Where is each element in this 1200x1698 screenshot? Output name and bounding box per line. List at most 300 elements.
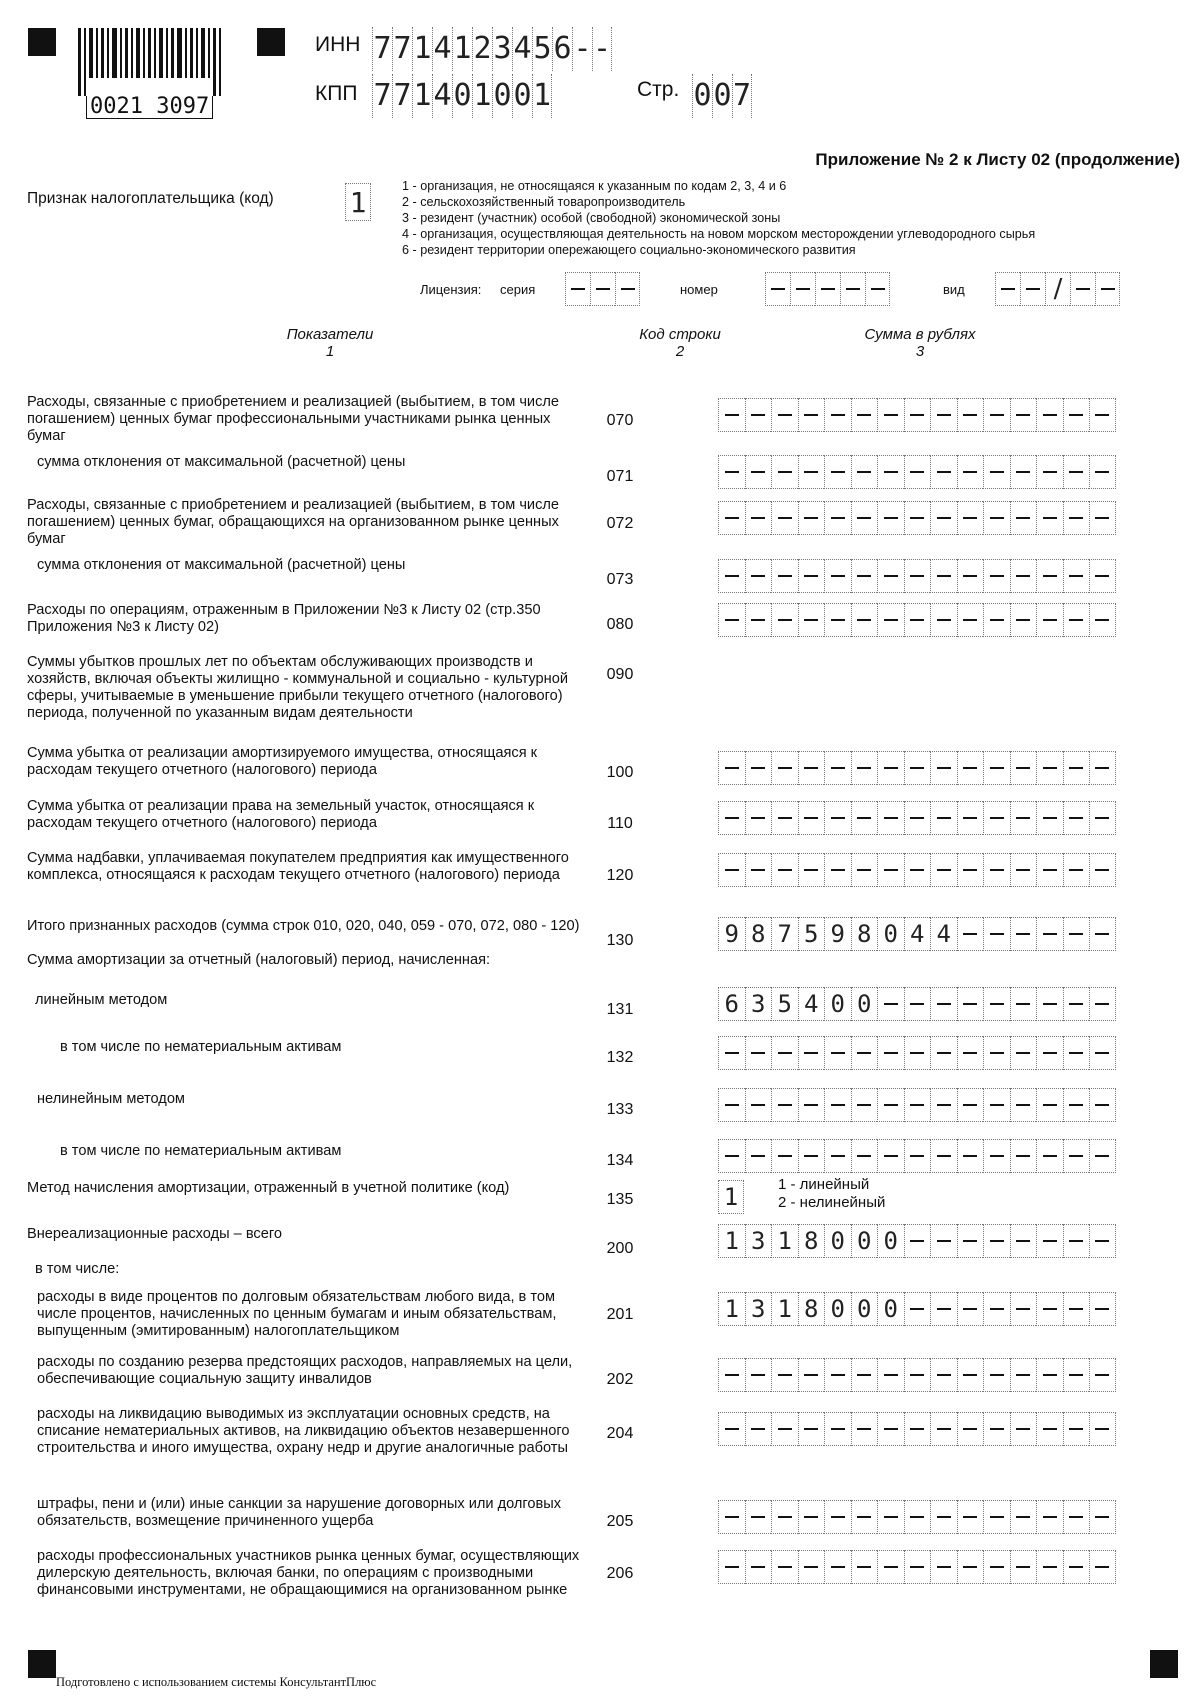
dash-mark — [963, 869, 977, 871]
amount-cell — [957, 1500, 984, 1534]
dash-mark — [910, 1052, 924, 1054]
dash-mark — [857, 575, 871, 577]
amount-cell — [851, 559, 878, 593]
dash-mark — [1095, 933, 1109, 935]
row-label: в том числе по нематериальным активам — [60, 1143, 342, 1159]
digit-cell: 0 — [492, 74, 512, 118]
dash-mark — [1016, 1308, 1030, 1310]
dash-mark — [937, 1374, 951, 1376]
dash-mark — [831, 1428, 845, 1430]
amount-field-131[interactable] — [718, 987, 1116, 1021]
amount-field-100[interactable] — [718, 751, 1116, 785]
amount-cell — [718, 559, 745, 593]
amount-cell — [1063, 1139, 1090, 1173]
amount-cell — [798, 1139, 825, 1173]
dash-mark — [937, 517, 951, 519]
dash-mark — [910, 767, 924, 769]
amount-cell — [1036, 751, 1063, 785]
amount-cell — [745, 1412, 772, 1446]
amount-cell: 4 — [930, 917, 957, 951]
amount-cell — [771, 1036, 798, 1070]
amount-cell: 0 — [824, 1292, 851, 1326]
amount-cell — [745, 801, 772, 835]
dash-mark — [751, 1516, 765, 1518]
amount-cell — [1010, 1036, 1037, 1070]
dash-mark — [751, 1374, 765, 1376]
amount-cell — [1036, 917, 1063, 951]
amount-cell — [957, 987, 984, 1021]
amount-cell — [930, 1500, 957, 1534]
dash-mark — [884, 1155, 898, 1157]
row-label: в том числе по нематериальным активам — [60, 1039, 342, 1055]
row-label: Сумма убытка от реализации права на земельный участок, относящаяся к расходам текущего отчетного (налогового) периода — [27, 798, 535, 831]
amount-cell — [1063, 987, 1090, 1021]
amount-cell — [851, 801, 878, 835]
dash-mark — [884, 517, 898, 519]
amount-cell — [983, 1358, 1010, 1392]
row-label: Сумма амортизации за отчетный (налоговый) период, начисленная: — [27, 952, 491, 968]
dash-mark — [937, 1566, 951, 1568]
amount-field-133[interactable] — [718, 1088, 1116, 1122]
kpp-field[interactable] — [372, 74, 552, 118]
digit-cell: 0 — [712, 74, 732, 118]
column-number: 1 — [325, 343, 335, 360]
dash-mark — [1095, 471, 1109, 473]
row-label: Сумма убытка от реализации амортизируемого имущества, относящаяся к расходам текущего отчетного (налогового) периода — [27, 745, 538, 778]
dash-mark — [1043, 471, 1057, 473]
amount-cell: 6 — [718, 987, 745, 1021]
dash-mark — [1043, 1516, 1057, 1518]
amount-field-073[interactable] — [718, 559, 1116, 593]
dash-mark — [963, 517, 977, 519]
amount-cell — [718, 1036, 745, 1070]
amount-cell — [1036, 1412, 1063, 1446]
dash-mark — [937, 471, 951, 473]
amount-cell — [1089, 1550, 1116, 1584]
dash-mark — [1095, 619, 1109, 621]
taxpayer-legend — [402, 178, 1035, 258]
dash-mark — [796, 288, 810, 290]
amount-cell: 0 — [877, 1224, 904, 1258]
dash-mark — [963, 414, 977, 416]
amount-cell — [957, 1088, 984, 1122]
digit-cell: - — [572, 27, 592, 71]
amount-field-200[interactable] — [718, 1224, 1116, 1258]
row-code: 201 — [606, 1306, 634, 1323]
amount-field-205[interactable] — [718, 1500, 1116, 1534]
dash-mark — [1069, 1003, 1083, 1005]
empty-cell — [995, 272, 1020, 306]
amount-cell — [798, 455, 825, 489]
amount-cell: 8 — [851, 917, 878, 951]
dash-mark — [778, 1052, 792, 1054]
digit-cell: 7 — [732, 74, 752, 118]
amount-cell — [930, 455, 957, 489]
row-label: линейным методом — [35, 992, 168, 1008]
row-code: 100 — [606, 764, 634, 781]
dash-mark — [910, 1308, 924, 1310]
page-title: Приложение № 2 к Листу 02 (продолжение) — [815, 150, 1180, 169]
amount-cell — [1089, 1224, 1116, 1258]
dash-mark — [963, 1240, 977, 1242]
dash-mark — [1069, 1308, 1083, 1310]
dash-mark — [831, 414, 845, 416]
dash-mark — [857, 1566, 871, 1568]
taxpayer-code-field[interactable] — [345, 183, 371, 221]
amount-cell — [718, 1358, 745, 1392]
empty-cell — [615, 272, 640, 306]
amount-cell — [771, 398, 798, 432]
amount-cell: 4 — [798, 987, 825, 1021]
row-label: расходы по созданию резерва предстоящих расходов, направляемых на цели, обеспечивающие социальную защиту инвалидов — [37, 1354, 573, 1387]
license-label: Лицензия: — [420, 282, 482, 297]
dash-mark — [1095, 1516, 1109, 1518]
dash-mark — [857, 767, 871, 769]
amount-field-110[interactable] — [718, 801, 1116, 835]
dash-mark — [778, 1428, 792, 1430]
amount-field-206[interactable] — [718, 1550, 1116, 1584]
barcode — [78, 28, 228, 96]
amount-cell — [904, 1500, 931, 1534]
amount-cell — [824, 1412, 851, 1446]
amount-cell — [718, 853, 745, 887]
depreciation-method-field[interactable] — [718, 1180, 744, 1214]
dash-mark — [751, 1155, 765, 1157]
dash-mark — [1095, 1374, 1109, 1376]
amount-cell — [771, 501, 798, 535]
dash-mark — [751, 1052, 765, 1054]
dash-mark — [990, 1104, 1004, 1106]
amount-cell — [824, 1139, 851, 1173]
amount-cell — [957, 1292, 984, 1326]
amount-cell — [771, 1139, 798, 1173]
dash-mark — [937, 414, 951, 416]
inn-label: ИНН — [315, 33, 361, 56]
dash-mark — [963, 933, 977, 935]
amount-cell — [1010, 398, 1037, 432]
dash-mark — [1016, 933, 1030, 935]
dash-mark — [771, 288, 785, 290]
dash-mark — [1069, 1240, 1083, 1242]
dash-mark — [990, 1003, 1004, 1005]
dash-mark — [1016, 767, 1030, 769]
amount-cell — [798, 1412, 825, 1446]
dash-mark — [990, 869, 1004, 871]
amount-cell — [771, 751, 798, 785]
license-type-field[interactable] — [995, 272, 1120, 306]
amount-cell — [1036, 1292, 1063, 1326]
page-number-field[interactable] — [692, 74, 752, 118]
amount-field-204[interactable] — [718, 1412, 1116, 1446]
dash-mark — [804, 414, 818, 416]
dash-mark — [1043, 1155, 1057, 1157]
amount-cell — [718, 751, 745, 785]
amount-cell — [957, 853, 984, 887]
footer-note: Подготовлено с использованием системы КонсультантПлюс — [56, 1675, 377, 1689]
row-code: 134 — [606, 1152, 634, 1169]
dash-mark — [884, 1104, 898, 1106]
amount-cell — [1063, 853, 1090, 887]
license-series-field[interactable] — [565, 272, 640, 306]
amount-cell — [798, 801, 825, 835]
amount-field-134[interactable] — [718, 1139, 1116, 1173]
row-code: 120 — [606, 867, 634, 884]
amount-cell — [771, 455, 798, 489]
dash-mark — [1095, 817, 1109, 819]
amount-field-202[interactable] — [718, 1358, 1116, 1392]
dash-mark — [831, 517, 845, 519]
digit-cell: 1 — [532, 74, 552, 118]
dash-mark — [1043, 817, 1057, 819]
corner-marker-top-left — [28, 28, 56, 56]
dash-mark — [910, 575, 924, 577]
dash-mark — [596, 288, 610, 290]
dash-mark — [884, 575, 898, 577]
amount-cell — [877, 751, 904, 785]
amount-cell — [877, 1036, 904, 1070]
column-title: Сумма в рублях — [864, 326, 976, 343]
amount-cell — [877, 1550, 904, 1584]
amount-cell — [771, 603, 798, 637]
dash-mark — [1069, 817, 1083, 819]
dash-mark — [1069, 1428, 1083, 1430]
digit-cell: 7 — [372, 74, 392, 118]
dash-mark — [804, 817, 818, 819]
empty-cell — [1095, 272, 1120, 306]
amount-field-070[interactable] — [718, 398, 1116, 432]
row-label: штрафы, пени и (или) иные санкции за нарушение договорных или долговых обязательств, возмещение причиненного ущерба — [37, 1496, 562, 1529]
method-code-cell: 1 — [718, 1180, 744, 1214]
amount-cell — [798, 398, 825, 432]
dash-mark — [831, 1566, 845, 1568]
dash-mark — [937, 767, 951, 769]
amount-cell — [904, 1292, 931, 1326]
dash-mark — [1095, 1052, 1109, 1054]
digit-cell: 7 — [392, 74, 412, 118]
dash-mark — [910, 619, 924, 621]
dash-mark — [910, 1374, 924, 1376]
method-legend-line: 1 - линейный — [778, 1176, 870, 1193]
amount-cell — [1089, 603, 1116, 637]
amount-cell: 0 — [824, 987, 851, 1021]
amount-cell — [930, 398, 957, 432]
dash-mark — [804, 471, 818, 473]
amount-cell — [1010, 1292, 1037, 1326]
page-label: Стр. — [637, 78, 680, 101]
amount-cell — [1063, 801, 1090, 835]
amount-cell: 1 — [771, 1224, 798, 1258]
amount-cell — [745, 1500, 772, 1534]
dash-mark — [725, 817, 739, 819]
dash-mark — [857, 1052, 871, 1054]
amount-cell — [1010, 1412, 1037, 1446]
amount-field-080[interactable] — [718, 603, 1116, 637]
amount-cell — [745, 751, 772, 785]
empty-cell — [840, 272, 865, 306]
dash-mark — [1095, 1003, 1109, 1005]
dash-mark — [778, 619, 792, 621]
amount-cell — [1063, 751, 1090, 785]
amount-cell — [930, 1036, 957, 1070]
amount-cell — [851, 398, 878, 432]
dash-mark — [725, 767, 739, 769]
dash-mark — [1069, 619, 1083, 621]
inn-field[interactable] — [372, 27, 612, 71]
dash-mark — [1069, 517, 1083, 519]
row-code: 071 — [606, 468, 634, 485]
dash-mark — [910, 817, 924, 819]
dash-mark — [937, 1104, 951, 1106]
amount-cell: 1 — [771, 1292, 798, 1326]
dash-mark — [871, 288, 885, 290]
dash-mark — [804, 1374, 818, 1376]
amount-cell — [983, 1500, 1010, 1534]
empty-cell — [590, 272, 615, 306]
dash-mark — [1095, 1240, 1109, 1242]
amount-cell — [718, 801, 745, 835]
dash-mark — [1095, 1104, 1109, 1106]
dash-mark — [910, 1155, 924, 1157]
row-label: расходы в виде процентов по долговым обязательствам любого вида, в том числе процентов, начисленных по ценным бумагам и иным обязательствам, выпущенным (эмитированным) налогоплательщиком — [37, 1289, 557, 1339]
dash-mark — [725, 517, 739, 519]
dash-mark — [778, 1374, 792, 1376]
license-number-field[interactable] — [765, 272, 890, 306]
dash-mark — [751, 575, 765, 577]
dash-mark — [778, 817, 792, 819]
column-number: 3 — [915, 343, 925, 360]
dash-mark — [751, 619, 765, 621]
dash-mark — [831, 817, 845, 819]
dash-mark — [990, 1155, 1004, 1157]
row-label: Суммы убытков прошлых лет по объектам обслуживающих производств и хозяйств, включая объекты жилищно - коммунальной и социально - культурной сферы, учитываемые в уменьшение прибыли текущего отчетного (налогового) периода, полученной по указанным видам деятельности — [27, 654, 569, 721]
amount-field-132[interactable] — [718, 1036, 1116, 1070]
amount-field-201[interactable] — [718, 1292, 1116, 1326]
amount-cell — [1010, 1358, 1037, 1392]
amount-cell — [1063, 1224, 1090, 1258]
dash-mark — [1095, 869, 1109, 871]
amount-cell — [957, 801, 984, 835]
amount-cell — [851, 1088, 878, 1122]
amount-cell — [930, 853, 957, 887]
amount-cell — [1089, 1412, 1116, 1446]
digit-cell: 7 — [392, 27, 412, 71]
dash-mark — [804, 1155, 818, 1157]
dash-mark — [831, 619, 845, 621]
row-code: 200 — [606, 1240, 634, 1257]
amount-cell — [1063, 917, 1090, 951]
amount-cell — [771, 1550, 798, 1584]
amount-cell — [824, 1358, 851, 1392]
dash-mark — [937, 1052, 951, 1054]
amount-cell — [1010, 1224, 1037, 1258]
legend-line: 3 - резидент (участник) особой (свободной) экономической зоны — [402, 211, 781, 225]
amount-field-071[interactable] — [718, 455, 1116, 489]
amount-cell — [1089, 1036, 1116, 1070]
dash-mark — [1043, 1566, 1057, 1568]
amount-field-130[interactable] — [718, 917, 1116, 951]
dash-mark — [1016, 1155, 1030, 1157]
dash-mark — [990, 575, 1004, 577]
dash-mark — [910, 1516, 924, 1518]
amount-cell — [930, 1358, 957, 1392]
license-type-label: вид — [943, 282, 965, 297]
dash-mark — [1016, 869, 1030, 871]
amount-cell — [957, 1412, 984, 1446]
dash-mark — [804, 619, 818, 621]
row-code: 070 — [606, 412, 634, 429]
amount-cell: 4 — [904, 917, 931, 951]
dash-mark — [1069, 1566, 1083, 1568]
amount-cell — [745, 501, 772, 535]
dash-mark — [1016, 414, 1030, 416]
dash-mark — [725, 1516, 739, 1518]
dash-mark — [725, 414, 739, 416]
license-number-label: номер — [680, 282, 718, 297]
dash-mark — [778, 1516, 792, 1518]
dash-mark — [1016, 1516, 1030, 1518]
dash-mark — [725, 619, 739, 621]
amount-cell — [824, 1550, 851, 1584]
amount-cell — [1063, 398, 1090, 432]
corner-marker-bottom-left — [28, 1650, 56, 1678]
amount-cell — [745, 1550, 772, 1584]
amount-cell — [983, 917, 1010, 951]
amount-cell — [1089, 917, 1116, 951]
amount-cell — [957, 1550, 984, 1584]
dash-mark — [1069, 869, 1083, 871]
amount-cell — [930, 1224, 957, 1258]
legend-line: 2 - сельскохозяйственный товаропроизводитель — [402, 195, 686, 209]
row-code: 133 — [606, 1101, 634, 1118]
dash-mark — [1069, 471, 1083, 473]
amount-cell — [904, 1550, 931, 1584]
amount-cell — [930, 559, 957, 593]
dash-mark — [831, 471, 845, 473]
dash-mark — [1043, 619, 1057, 621]
dash-mark — [990, 933, 1004, 935]
amount-field-072[interactable] — [718, 501, 1116, 535]
dash-mark — [1016, 1052, 1030, 1054]
amount-cell — [904, 853, 931, 887]
amount-cell — [798, 1358, 825, 1392]
amount-field-120[interactable] — [718, 853, 1116, 887]
amount-cell — [1036, 853, 1063, 887]
amount-cell: 0 — [824, 1224, 851, 1258]
amount-cell — [771, 559, 798, 593]
amount-cell — [771, 801, 798, 835]
dash-mark — [937, 817, 951, 819]
dash-mark — [751, 1428, 765, 1430]
amount-cell — [824, 1036, 851, 1070]
amount-cell — [824, 1500, 851, 1534]
dash-mark — [804, 1428, 818, 1430]
amount-cell — [745, 603, 772, 637]
amount-cell — [930, 1088, 957, 1122]
dash-mark — [1069, 1104, 1083, 1106]
empty-cell — [565, 272, 590, 306]
dash-mark — [990, 1566, 1004, 1568]
column-header-indicators — [230, 326, 430, 360]
dash-mark — [1095, 414, 1109, 416]
amount-cell — [1010, 455, 1037, 489]
amount-cell — [1089, 801, 1116, 835]
dash-mark — [990, 517, 1004, 519]
dash-mark — [910, 517, 924, 519]
row-code: 202 — [606, 1371, 634, 1388]
dash-mark — [725, 1155, 739, 1157]
amount-cell — [798, 559, 825, 593]
dash-mark — [963, 575, 977, 577]
